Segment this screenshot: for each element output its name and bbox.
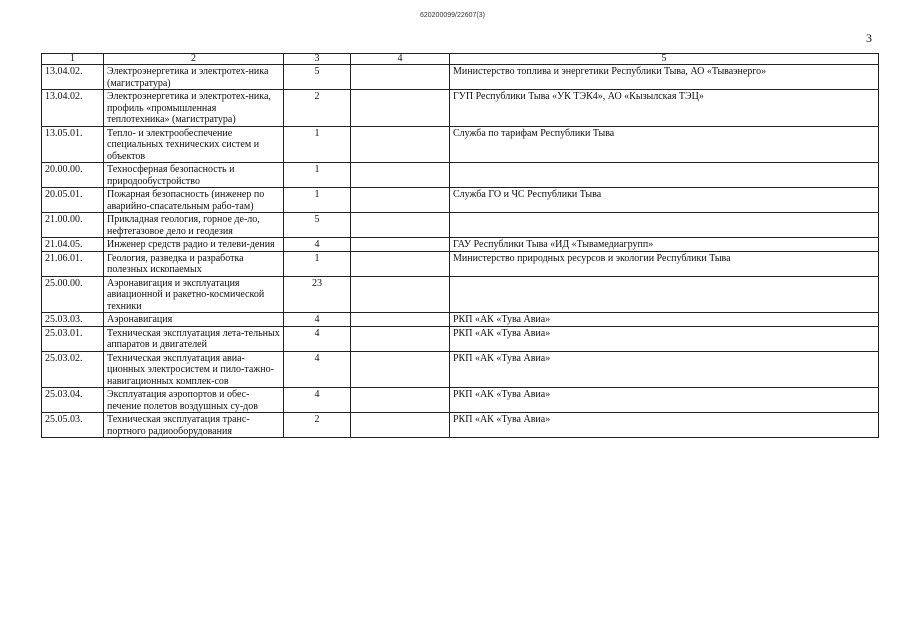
code-cell: 25.03.02.: [42, 351, 104, 388]
table-row: [42, 326, 879, 351]
code-cell: 13.04.02.: [42, 90, 104, 127]
table-row: [42, 163, 879, 188]
table-row: [42, 276, 879, 313]
organization-cell: Служба по тарифам Республики Тыва: [450, 126, 879, 163]
column-4-cell: [351, 163, 450, 188]
specialty-name-cell: Аэронавигация и эксплуатация авиационной и ракетно-космической техники: [104, 276, 284, 313]
column-4-cell: [351, 65, 450, 90]
header-cell: 4: [351, 54, 450, 65]
column-4-cell: [351, 351, 450, 388]
organization-cell: РКП «АК «Тува Авиа»: [450, 388, 879, 413]
count-cell: 23: [284, 276, 351, 313]
count-cell: 4: [284, 313, 351, 327]
count-cell: 2: [284, 413, 351, 438]
table-row: [42, 238, 879, 252]
header-cell: 5: [450, 54, 879, 65]
count-cell: 4: [284, 238, 351, 252]
count-cell: 1: [284, 163, 351, 188]
column-4-cell: [351, 313, 450, 327]
specialty-name-cell: Техносферная безопасность и природообустройство: [104, 163, 284, 188]
count-cell: 1: [284, 251, 351, 276]
column-4-cell: [351, 188, 450, 213]
organization-cell: РКП «АК «Тува Авиа»: [450, 413, 879, 438]
organization-cell: [450, 276, 879, 313]
code-cell: 25.03.04.: [42, 388, 104, 413]
code-cell: 25.05.03.: [42, 413, 104, 438]
specialty-name-cell: Электроэнергетика и электротех-ника, профиль «промышленная теплотехника» (магистратура): [104, 90, 284, 127]
specialty-name-cell: Электроэнергетика и электротех-ника (магистратура): [104, 65, 284, 90]
code-cell: 20.00.00.: [42, 163, 104, 188]
column-4-cell: [351, 238, 450, 252]
specialty-name-cell: Прикладная геология, горное де-ло, нефтегазовое дело и геодезия: [104, 213, 284, 238]
count-cell: 4: [284, 388, 351, 413]
code-cell: 25.00.00.: [42, 276, 104, 313]
table-row: [42, 188, 879, 213]
page-number: 3: [866, 31, 872, 45]
specialty-name-cell: Пожарная безопасность (инженер по аварийно-спасательным рабо-там): [104, 188, 284, 213]
organization-cell: Служба ГО и ЧС Республики Тыва: [450, 188, 879, 213]
code-cell: 21.06.01.: [42, 251, 104, 276]
table-row: [42, 388, 879, 413]
organization-cell: РКП «АК «Тува Авиа»: [450, 351, 879, 388]
code-cell: 21.00.00.: [42, 213, 104, 238]
code-cell: 20.05.01.: [42, 188, 104, 213]
document-id: 620200099/22607(3): [419, 12, 485, 19]
specialty-name-cell: Техническая эксплуатация авиа-ционных электросистем и пило-тажно-навигационных комплек-сов: [104, 351, 284, 388]
count-cell: 5: [284, 65, 351, 90]
specialty-name-cell: Инженер средств радио и телеви-дения: [104, 238, 284, 252]
column-4-cell: [351, 326, 450, 351]
count-cell: 2: [284, 90, 351, 127]
column-4-cell: [351, 90, 450, 127]
table-row: [42, 126, 879, 163]
code-cell: 25.03.03.: [42, 313, 104, 327]
count-cell: 5: [284, 213, 351, 238]
header-cell: 2: [104, 54, 284, 65]
table-header-row: [42, 54, 879, 65]
code-cell: 13.04.02.: [42, 65, 104, 90]
column-4-cell: [351, 213, 450, 238]
code-cell: 21.04.05.: [42, 238, 104, 252]
organization-cell: Министерство природных ресурсов и экологии Республики Тыва: [450, 251, 879, 276]
organization-cell: ГУП Республики Тыва «УК ТЭК4», АО «Кызылская ТЭЦ»: [450, 90, 879, 127]
specialty-name-cell: Техническая эксплуатация лета-тельных аппаратов и двигателей: [104, 326, 284, 351]
specialty-name-cell: Техническая эксплуатация транс-портного радиооборудования: [104, 413, 284, 438]
table-row: [42, 65, 879, 90]
organization-cell: [450, 213, 879, 238]
specialty-name-cell: Аэронавигация: [104, 313, 284, 327]
table-row: [42, 351, 879, 388]
organization-cell: РКП «АК «Тува Авиа»: [450, 313, 879, 327]
specialty-name-cell: Эксплуатация аэропортов и обес-печение полетов воздушных су-дов: [104, 388, 284, 413]
code-cell: 25.03.01.: [42, 326, 104, 351]
count-cell: 4: [284, 351, 351, 388]
data-table: [41, 53, 879, 438]
header-cell: 3: [284, 54, 351, 65]
organization-cell: РКП «АК «Тува Авиа»: [450, 326, 879, 351]
specialty-name-cell: Геология, разведка и разработка полезных ископаемых: [104, 251, 284, 276]
table-row: [42, 313, 879, 327]
organization-cell: ГАУ Республики Тыва «ИД «Тывамедиагрупп»: [450, 238, 879, 252]
count-cell: 1: [284, 188, 351, 213]
count-cell: 4: [284, 326, 351, 351]
header-cell: 1: [42, 54, 104, 65]
table-row: [42, 213, 879, 238]
column-4-cell: [351, 126, 450, 163]
organization-cell: Министерство топлива и энергетики Республики Тыва, АО «Тываэнерго»: [450, 65, 879, 90]
specialty-name-cell: Тепло- и электрообеспечение специальных технических систем и объектов: [104, 126, 284, 163]
count-cell: 1: [284, 126, 351, 163]
table-row: [42, 251, 879, 276]
column-4-cell: [351, 413, 450, 438]
table-row: [42, 413, 879, 438]
organization-cell: [450, 163, 879, 188]
column-4-cell: [351, 276, 450, 313]
code-cell: 13.05.01.: [42, 126, 104, 163]
table-row: [42, 90, 879, 127]
column-4-cell: [351, 388, 450, 413]
column-4-cell: [351, 251, 450, 276]
